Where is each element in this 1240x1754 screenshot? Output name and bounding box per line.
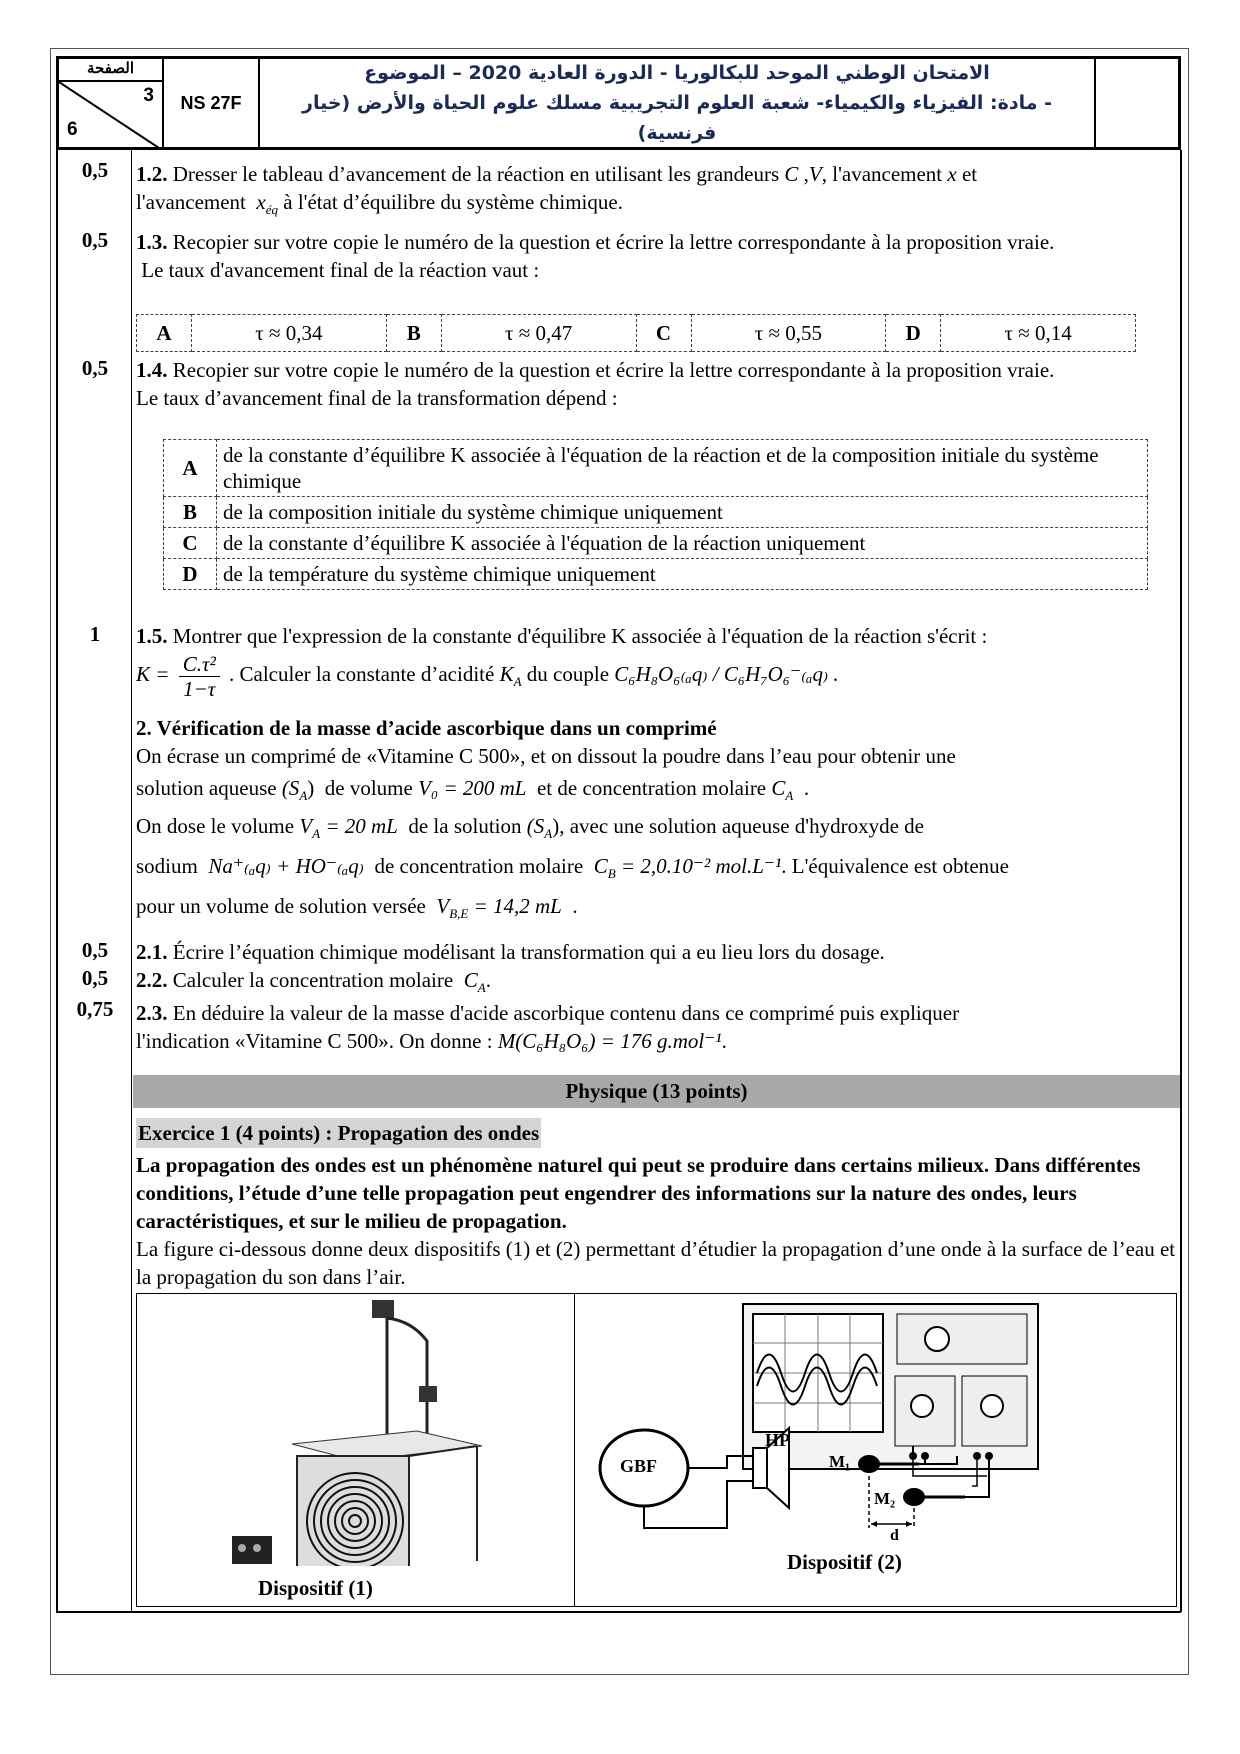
part2-p3 — [136, 812, 1176, 848]
text: . — [572, 894, 578, 918]
q12-text-e: à l'état d’équilibre du système chimique. — [283, 190, 623, 214]
points-q22: 0,5 — [81, 966, 109, 990]
m2-label: M₂ — [874, 1489, 896, 1508]
option-value: de la constante d’équilibre K associée à l'équation de la réaction et de la composition initiale du système chimique — [217, 440, 1148, 497]
text: . — [721, 1029, 727, 1053]
question-2-2 — [136, 966, 1176, 1002]
option-letter: D — [164, 559, 217, 590]
q12-sym-x: x — [947, 162, 957, 186]
question-number: 1.4. — [136, 358, 168, 382]
question-2-1 — [136, 938, 1176, 966]
ka-symbol: K — [499, 662, 514, 686]
text: On dose le volume — [136, 814, 295, 838]
k-denominator: 1−τ — [183, 676, 216, 701]
exam-title — [260, 59, 1096, 147]
q15-text3: du couple — [526, 662, 610, 686]
text: de la solution — [408, 814, 522, 838]
sub: A — [299, 788, 308, 804]
points-q15: 1 — [89, 622, 101, 646]
text: En déduire la valeur de la masse d'acide ascorbique contenu dans ce comprimé puis expliquer — [172, 1001, 960, 1025]
option-letter: B — [386, 315, 441, 352]
figure-2-caption: Dispositif (2) — [787, 1550, 902, 1574]
header-blank-cell — [1096, 59, 1178, 147]
q14-stem: Le taux d’avancement final de la transformation dépend : — [136, 386, 618, 410]
question-1-5 — [136, 622, 1176, 650]
text: Écrire l’équation chimique modélisant la transformation qui a eu lieu lors du dosage. — [172, 940, 885, 964]
exercise-1-intro: La figure ci-dessous donne deux dispositifs (1) et (2) permettant d’étudier la propagation d’une onde à la surface de l’eau et la propagation du son dans l’air. — [136, 1237, 1176, 1289]
text: de concentration molaire — [374, 854, 584, 878]
text: Calculer la concentration molaire — [172, 968, 454, 992]
text: solution aqueuse — [136, 776, 277, 800]
text: ), avec une solution aqueuse d'hydroxyde de — [552, 814, 924, 838]
question-number: 1.3. — [136, 230, 168, 254]
exam-title-line1: الامتحان الوطني الموحد للبكالوريا - الدورة العادية 2020 – الموضوع — [364, 62, 990, 84]
k-fraction — [179, 652, 220, 701]
exercise-1-title: Exercice 1 (4 points) : Propagation des ondes — [136, 1118, 541, 1148]
sym: V — [436, 894, 450, 918]
option-letter: C — [164, 528, 217, 559]
q13-text: Recopier sur votre copie le numéro de la question et écrire la lettre correspondante à la proposition vraie. — [172, 230, 1055, 254]
question-1-4 — [136, 356, 1176, 412]
figure-1-caption: Dispositif (1) — [258, 1576, 373, 1600]
acid-couple: C₆H₈O₆₍ₐq₎ / C₆H₇O₆⁻₍ₐq₎ . — [614, 662, 839, 686]
points-q21: 0,5 — [81, 938, 109, 962]
q12-text-d: l'avancement — [136, 190, 246, 214]
exam-header — [56, 56, 1181, 150]
text: et de concentration molaire — [536, 776, 767, 800]
points-q23: 0,75 — [76, 997, 114, 1021]
text: sodium — [136, 854, 198, 878]
question-number: 2.3. — [136, 1001, 168, 1025]
option-letter: A — [164, 440, 217, 497]
sym: = 14,2 mL — [473, 894, 562, 918]
points-q14: 0,5 — [81, 356, 109, 380]
text: . — [803, 776, 810, 800]
text: pour un volume de solution versée — [136, 894, 426, 918]
ripple-tank-illustration — [227, 1296, 557, 1566]
option-value: τ ≈ 0,14 — [941, 315, 1136, 352]
sub: A — [477, 980, 486, 996]
option-value: de la constante d’équilibre K associée à l'équation de la réaction uniquement — [217, 528, 1148, 559]
part2-title: 2. Vérification de la masse d’acide ascorbique dans un comprimé — [136, 716, 717, 740]
q13-options-table — [136, 314, 1136, 352]
points-column-divider — [131, 150, 132, 1612]
sym: M(C₆H₈O₆) = 176 g.mol⁻¹ — [497, 1029, 722, 1053]
page-total: 6 — [67, 119, 78, 140]
m1-label: M₁ — [829, 1452, 851, 1471]
part2-p5 — [136, 892, 1176, 928]
figure-box — [136, 1293, 1177, 1607]
q12-sub-eq: éq — [265, 202, 279, 218]
sub: A — [544, 826, 553, 842]
sym-v0: V₀ = 200 mL — [418, 776, 527, 800]
q12-text-b: , l'avancement — [821, 162, 943, 186]
option-letter: B — [164, 497, 217, 528]
q15-formula-line — [136, 650, 1176, 706]
exercise-1-intro-bold: La propagation des ondes est un phénomène naturel qui peut se produire dans certains milieux. Dans différentes conditions, l’étude d’une telle propagation peut engendrer des informations sur la nature des ondes, leurs caractéristiques, et sur le milieu de propagation. — [136, 1153, 1141, 1233]
exam-title-line2: - مادة: الفيزياء والكيمياء- شعبة العلوم التجريبية مسلك علوم الحياة والأرض (خيار فرنسية) — [302, 92, 1052, 144]
text: . L'équivalence est obtenue — [781, 854, 1009, 878]
text: de volume — [324, 776, 413, 800]
k-numerator: C.τ² — [179, 652, 220, 677]
sym: C — [771, 776, 786, 800]
points-q13: 0,5 — [81, 228, 109, 252]
option-value: τ ≈ 0,47 — [441, 315, 636, 352]
left-border — [56, 150, 58, 1612]
sym: (S — [281, 776, 300, 800]
sym: Na⁺₍ₐq₎ + HO⁻₍ₐq₎ — [208, 854, 364, 878]
sym: (S — [526, 814, 545, 838]
option-letter: A — [137, 315, 192, 352]
bottom-border — [56, 1611, 1181, 1613]
text: l'indication «Vitamine C 500». On donne : — [136, 1029, 493, 1053]
page-number: 3 — [143, 85, 154, 106]
sym: = 20 mL — [325, 814, 398, 838]
text: . — [485, 968, 491, 992]
sym: = 2,0.10⁻² mol.L⁻¹ — [620, 854, 782, 878]
q15-text2: . Calculer la constante d’acidité — [229, 662, 495, 686]
q12-sym-xeq: x — [256, 190, 266, 214]
page-number-box — [59, 59, 164, 147]
page-label: الصفحة — [59, 59, 162, 82]
question-number: 2.2. — [136, 968, 168, 992]
sub: B — [607, 866, 616, 882]
option-value: de la composition initiale du système chimique uniquement — [217, 497, 1148, 528]
sym: V — [299, 814, 313, 838]
q13-stem: Le taux d'avancement final de la réaction vaut : — [141, 258, 540, 282]
distance-label: d — [890, 1527, 899, 1544]
k-lhs: K = — [136, 662, 170, 686]
question-number: 1.5. — [136, 624, 168, 648]
question-1-3 — [136, 228, 1176, 284]
q14-text: Recopier sur votre copie le numéro de la question et écrire la lettre correspondante à la proposition vraie. — [172, 358, 1055, 382]
q12-sym-c: C — [784, 162, 799, 186]
section-physique-title: Physique (13 points) — [133, 1075, 1180, 1108]
question-number: 1.2. — [136, 162, 168, 186]
sym: C — [463, 968, 478, 992]
q12-text-c: et — [961, 162, 978, 186]
sym: C — [593, 854, 608, 878]
option-value: τ ≈ 0,34 — [192, 315, 387, 352]
part2-p2 — [136, 774, 1176, 810]
part2-p4 — [136, 852, 1176, 888]
points-q12: 0,5 — [81, 158, 109, 182]
q14-options-table — [163, 439, 1148, 590]
sub: A — [785, 788, 794, 804]
question-2-3 — [136, 999, 1176, 1055]
ka-sub: A — [513, 674, 522, 690]
right-border — [1180, 150, 1182, 1612]
sub: A — [312, 826, 321, 842]
option-letter: C — [636, 315, 691, 352]
q15-text: Montrer que l'expression de la constante d'équilibre K associée à l'équation de la réaction s'écrit : — [172, 624, 988, 648]
text: ) — [307, 776, 315, 800]
question-number: 2.1. — [136, 940, 168, 964]
q12-text-a: Dresser le tableau d’avancement de la réaction en utilisant les grandeurs — [172, 162, 780, 186]
hp-label: HP — [765, 1430, 790, 1450]
part2-p1: On écrase un comprimé de «Vitamine C 500», et on dissout la poudre dans l’eau pour obtenir une — [136, 744, 956, 768]
q12-sym-v: V — [808, 162, 822, 186]
option-letter: D — [886, 315, 941, 352]
figure-divider — [574, 1294, 575, 1606]
gbf-label: GBF — [620, 1456, 658, 1476]
question-1-2: 1.2. Dresser le tableau d’avancement de la réaction en utilisant les grandeurs C ,V, l'avancement x et l'avancement $x_{éq}$ à l'état d’équilibre du système chimique. — [136, 162, 978, 218]
option-value: τ ≈ 0,55 — [691, 315, 886, 352]
exam-code: NS 27F — [164, 59, 260, 147]
sound-propagation-diagram — [577, 1296, 1172, 1564]
option-value: de la température du système chimique uniquement — [217, 559, 1148, 590]
sub: B,E — [449, 906, 469, 922]
